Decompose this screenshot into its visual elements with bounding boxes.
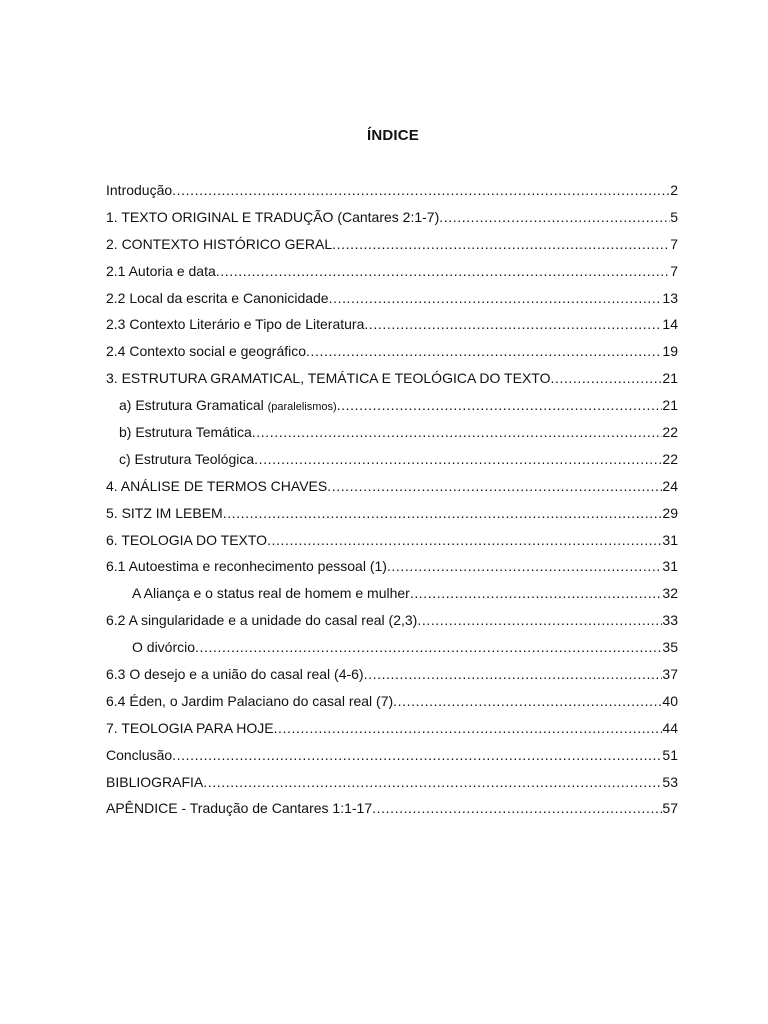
toc-entry-page: 13 — [662, 289, 678, 306]
toc-entry-page: 33 — [662, 612, 678, 629]
toc-entry-introducao[interactable] — [106, 180, 678, 207]
dot-leader — [306, 341, 662, 361]
toc-entry-singularidade[interactable] — [106, 610, 678, 637]
toc-entry-page: 40 — [662, 692, 678, 709]
dot-leader — [439, 207, 670, 227]
toc-entry-page: 22 — [662, 450, 678, 467]
dot-leader — [329, 288, 663, 308]
toc-entry-page: 24 — [662, 477, 678, 494]
toc-entry-page: 44 — [662, 719, 678, 736]
dot-leader — [216, 261, 670, 281]
toc-entry-desejo[interactable] — [106, 664, 678, 691]
toc-entry-page: 31 — [662, 531, 678, 548]
dot-leader — [550, 368, 662, 388]
toc-entry-page: 5 — [670, 208, 678, 225]
dot-leader — [372, 798, 662, 818]
toc-entry-label: O divórcio — [132, 639, 196, 656]
page-title: ÍNDICE — [366, 127, 420, 144]
dot-leader — [195, 637, 662, 657]
dot-leader — [327, 476, 662, 496]
dot-leader — [332, 234, 670, 254]
toc-entry-analise-termos[interactable] — [106, 476, 678, 503]
toc-entry-label: Introdução — [106, 182, 173, 198]
toc-entry-page: 14 — [662, 316, 678, 333]
toc-entry-label: 6.3 O desejo e a união do casal real (4-6) — [106, 666, 364, 683]
toc-entry-estrutura-tematica[interactable] — [106, 422, 678, 449]
toc-entry-bibliografia[interactable] — [106, 772, 678, 799]
toc-entry-apendice[interactable] — [106, 798, 678, 825]
dot-leader — [274, 718, 663, 738]
toc-entry-label: BIBLIOGRAFIA — [106, 773, 204, 790]
toc-entry-label: 7. TEOLOGIA PARA HOJE — [106, 719, 274, 736]
toc-entry-label: 2.3 Contexto Literário e Tipo de Literatura — [106, 316, 365, 333]
dot-leader — [387, 556, 662, 576]
toc-entry-page: 7 — [670, 235, 678, 252]
toc-entry-autoestima[interactable] — [106, 556, 678, 583]
dot-leader — [203, 772, 662, 792]
toc-entry-label: 2.2 Local da escrita e Canonicidade — [106, 289, 329, 306]
toc-entry-page: 21 — [662, 370, 678, 387]
toc-entry-teologia-texto[interactable] — [106, 530, 678, 557]
dot-leader — [393, 691, 662, 711]
toc-entry-estrutura-teologica[interactable] — [106, 449, 678, 476]
dot-leader — [267, 530, 662, 550]
toc-entry-page: 31 — [662, 558, 678, 575]
toc-entry-teologia-hoje[interactable] — [106, 718, 678, 745]
toc-entry-sitz-im-lebem[interactable] — [106, 503, 678, 530]
toc-entry-conclusao[interactable] — [106, 745, 678, 772]
toc-entry-label: Conclusão — [106, 746, 173, 763]
toc-entry-page: 51 — [662, 746, 678, 763]
toc-entry-note: (paralelismos) — [267, 401, 337, 414]
toc-entry-estrutura[interactable] — [106, 368, 678, 395]
toc-entry-page: 7 — [670, 262, 678, 279]
dot-leader — [172, 180, 670, 200]
dot-leader — [364, 664, 663, 684]
dot-leader — [337, 395, 663, 415]
toc-entry-label: 2.1 Autoria e data — [106, 262, 216, 279]
dot-leader — [172, 745, 662, 765]
toc-entry-page: 35 — [662, 639, 678, 656]
toc-entry-label: 6. TEOLOGIA DO TEXTO — [106, 531, 268, 548]
toc-entry-page: 53 — [662, 773, 678, 790]
toc-entry-label: 3. ESTRUTURA GRAMATICAL, TEMÁTICA E TEOLÓGICA DO TEXTO — [106, 370, 551, 387]
toc-entry-label: 6.2 A singularidade e a unidade do casal real (2,3) — [106, 612, 418, 629]
toc-entry-texto-original[interactable] — [106, 207, 678, 234]
toc-entry-label-main: a) Estrutura Gramatical — [119, 397, 264, 414]
toc-entry-contexto-historico[interactable] — [106, 234, 678, 261]
toc-entry-label — [119, 395, 337, 417]
toc-entry-label: A Aliança e o status real de homem e mulher — [132, 585, 410, 602]
toc-entry-eden[interactable] — [106, 691, 678, 718]
toc-entry-divorcio[interactable] — [106, 637, 678, 664]
table-of-contents — [106, 180, 678, 825]
toc-entry-label: 6.1 Autoestima e reconhecimento pessoal (1) — [106, 558, 387, 575]
toc-entry-page: 32 — [662, 585, 678, 602]
toc-entry-page: 22 — [662, 424, 678, 441]
toc-entry-label: 2. CONTEXTO HISTÓRICO GERAL — [106, 235, 333, 252]
dot-leader — [223, 503, 663, 523]
toc-entry-estrutura-gramatical[interactable] — [106, 395, 678, 422]
toc-entry-contexto-literario[interactable] — [106, 314, 678, 341]
toc-entry-label: c) Estrutura Teológica — [119, 450, 255, 467]
toc-entry-label: 2.4 Contexto social e geográfico — [106, 343, 307, 360]
toc-entry-label: 5. SITZ IM LEBEM — [106, 504, 223, 521]
toc-entry-page: 29 — [662, 504, 678, 521]
toc-entry-local-escrita[interactable] — [106, 288, 678, 315]
toc-entry-label: 1. TEXTO ORIGINAL E TRADUÇÃO (Cantares 2:1-7) — [106, 208, 440, 225]
toc-entry-label: 6.4 Éden, o Jardim Palaciano do casal real (7) — [106, 692, 394, 709]
toc-entry-label: APÊNDICE - Tradução de Cantares 1:1-17 — [106, 800, 373, 817]
toc-entry-contexto-social[interactable] — [106, 341, 678, 368]
toc-entry-label: b) Estrutura Temática — [119, 424, 252, 441]
toc-entry-autoria[interactable] — [106, 261, 678, 288]
toc-entry-page: 57 — [662, 800, 678, 817]
dot-leader — [254, 449, 662, 469]
toc-entry-label: 4. ANÁLISE DE TERMOS CHAVES — [106, 477, 328, 494]
toc-entry-page: 2 — [670, 182, 678, 198]
dot-leader — [364, 314, 662, 334]
toc-entry-page: 19 — [662, 343, 678, 360]
toc-entry-alianca[interactable] — [106, 583, 678, 610]
dot-leader — [417, 610, 662, 630]
dot-leader — [410, 583, 663, 603]
dot-leader — [252, 422, 663, 442]
toc-entry-page: 37 — [662, 666, 678, 683]
toc-entry-page: 21 — [662, 397, 678, 414]
